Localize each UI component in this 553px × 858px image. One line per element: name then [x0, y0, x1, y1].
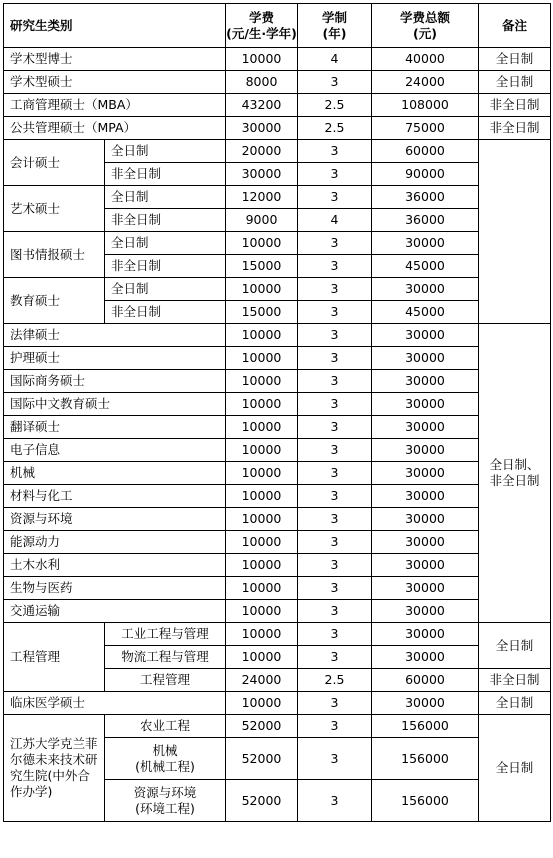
fee-cell: 30000 — [226, 117, 298, 140]
fee-cell: 15000 — [226, 255, 298, 278]
total-cell: 30000 — [372, 508, 479, 531]
total-cell: 36000 — [372, 186, 479, 209]
fee-cell: 10000 — [226, 393, 298, 416]
fee-cell: 10000 — [226, 347, 298, 370]
category-cell: 江苏大学克兰菲尔德未来技术研究生院(中外合作办学) — [4, 715, 105, 822]
total-cell: 30000 — [372, 416, 479, 439]
note-cell: 全日制 — [479, 715, 551, 822]
category-cell: 机械 — [4, 462, 226, 485]
fee-cell: 43200 — [226, 94, 298, 117]
years-cell: 3 — [298, 370, 372, 393]
fee-cell: 10000 — [226, 324, 298, 347]
table-row — [4, 577, 551, 600]
mode-cell: 非全日制 — [105, 163, 226, 186]
category-cell: 临床医学硕士 — [4, 692, 226, 715]
table-row — [4, 715, 551, 738]
years-cell: 3 — [298, 324, 372, 347]
total-cell: 60000 — [372, 140, 479, 163]
fee-cell: 10000 — [226, 485, 298, 508]
fee-cell: 52000 — [226, 780, 298, 822]
years-cell: 3 — [298, 416, 372, 439]
total-cell: 156000 — [372, 715, 479, 738]
fee-cell: 10000 — [226, 462, 298, 485]
years-cell: 3 — [298, 738, 372, 780]
total-cell: 30000 — [372, 554, 479, 577]
fee-cell: 10000 — [226, 577, 298, 600]
category-cell: 工程管理 — [4, 623, 105, 692]
years-cell: 3 — [298, 462, 372, 485]
table-row — [4, 186, 551, 209]
fee-cell: 10000 — [226, 692, 298, 715]
table-row — [4, 117, 551, 140]
subfield-cell: 工业工程与管理 — [105, 623, 226, 646]
subfield-cell: 资源与环境 (环境工程) — [105, 780, 226, 822]
header-years: 学制 (年) — [298, 4, 372, 48]
years-cell: 3 — [298, 347, 372, 370]
table-row — [4, 692, 551, 715]
total-cell: 30000 — [372, 623, 479, 646]
years-cell: 3 — [298, 531, 372, 554]
years-cell: 4 — [298, 209, 372, 232]
years-cell: 3 — [298, 255, 372, 278]
category-cell: 工商管理硕士（MBA） — [4, 94, 226, 117]
mode-cell: 非全日制 — [105, 301, 226, 324]
years-cell: 3 — [298, 715, 372, 738]
years-cell: 2.5 — [298, 669, 372, 692]
years-cell: 3 — [298, 508, 372, 531]
category-cell: 电子信息 — [4, 439, 226, 462]
fee-cell: 10000 — [226, 416, 298, 439]
note-cell: 非全日制 — [479, 117, 551, 140]
years-cell: 2.5 — [298, 117, 372, 140]
table-row — [4, 393, 551, 416]
years-cell: 4 — [298, 48, 372, 71]
years-cell: 3 — [298, 140, 372, 163]
header-total: 学费总额 (元) — [372, 4, 479, 48]
table-row — [4, 485, 551, 508]
table-row — [4, 554, 551, 577]
table-row — [4, 370, 551, 393]
category-cell: 土木水利 — [4, 554, 226, 577]
category-cell: 公共管理硕士（MPA） — [4, 117, 226, 140]
table-row — [4, 462, 551, 485]
subfield-cell: 机械 (机械工程) — [105, 738, 226, 780]
fee-cell: 20000 — [226, 140, 298, 163]
total-cell: 30000 — [372, 393, 479, 416]
mode-cell: 全日制 — [105, 232, 226, 255]
table-row — [4, 531, 551, 554]
years-cell: 3 — [298, 623, 372, 646]
fee-cell: 12000 — [226, 186, 298, 209]
table-row — [4, 94, 551, 117]
category-cell: 教育硕士 — [4, 278, 105, 324]
total-cell: 30000 — [372, 370, 479, 393]
header-fee: 学费 (元/生·学年) — [226, 4, 298, 48]
years-cell: 3 — [298, 163, 372, 186]
header-category: 研究生类别 — [4, 4, 226, 48]
fee-cell: 10000 — [226, 370, 298, 393]
fee-cell: 10000 — [226, 554, 298, 577]
table-row — [4, 48, 551, 71]
fee-cell: 10000 — [226, 531, 298, 554]
fee-cell: 10000 — [226, 508, 298, 531]
table-row — [4, 623, 551, 646]
years-cell: 3 — [298, 780, 372, 822]
years-cell: 3 — [298, 232, 372, 255]
total-cell: 156000 — [372, 780, 479, 822]
years-cell: 3 — [298, 393, 372, 416]
fee-cell: 52000 — [226, 738, 298, 780]
table-row — [4, 347, 551, 370]
total-cell: 156000 — [372, 738, 479, 780]
mode-cell: 全日制 — [105, 140, 226, 163]
category-cell: 资源与环境 — [4, 508, 226, 531]
subfield-cell: 农业工程 — [105, 715, 226, 738]
total-cell: 40000 — [372, 48, 479, 71]
table-row — [4, 71, 551, 94]
header-note: 备注 — [479, 4, 551, 48]
mode-cell: 全日制 — [105, 186, 226, 209]
total-cell: 30000 — [372, 232, 479, 255]
years-cell: 3 — [298, 485, 372, 508]
total-cell: 24000 — [372, 71, 479, 94]
table-row — [4, 232, 551, 255]
fee-cell: 52000 — [226, 715, 298, 738]
note-cell: 非全日制 — [479, 669, 551, 692]
note-cell-empty — [479, 140, 551, 324]
fee-cell: 10000 — [226, 439, 298, 462]
total-cell: 30000 — [372, 462, 479, 485]
fee-cell: 10000 — [226, 646, 298, 669]
category-cell: 学术型博士 — [4, 48, 226, 71]
years-cell: 2.5 — [298, 94, 372, 117]
years-cell: 3 — [298, 577, 372, 600]
total-cell: 60000 — [372, 669, 479, 692]
fee-cell: 24000 — [226, 669, 298, 692]
fee-cell: 10000 — [226, 48, 298, 71]
table-row — [4, 416, 551, 439]
category-cell: 法律硕士 — [4, 324, 226, 347]
table-row — [4, 278, 551, 301]
category-cell: 生物与医药 — [4, 577, 226, 600]
total-cell: 36000 — [372, 209, 479, 232]
table-row — [4, 600, 551, 623]
total-cell: 45000 — [372, 301, 479, 324]
fee-cell: 9000 — [226, 209, 298, 232]
table-row — [4, 140, 551, 163]
note-cell: 全日制 — [479, 623, 551, 669]
category-cell: 会计硕士 — [4, 140, 105, 186]
years-cell: 3 — [298, 439, 372, 462]
total-cell: 75000 — [372, 117, 479, 140]
table-row — [4, 324, 551, 347]
fee-cell: 10000 — [226, 278, 298, 301]
fee-cell: 10000 — [226, 600, 298, 623]
years-cell: 3 — [298, 692, 372, 715]
note-cell: 全日制 — [479, 692, 551, 715]
table-row — [4, 439, 551, 462]
note-cell: 非全日制 — [479, 94, 551, 117]
note-cell: 全日制、 非全日制 — [479, 324, 551, 623]
subfield-cell: 物流工程与管理 — [105, 646, 226, 669]
years-cell: 3 — [298, 554, 372, 577]
category-cell: 护理硕士 — [4, 347, 226, 370]
total-cell: 30000 — [372, 324, 479, 347]
total-cell: 30000 — [372, 692, 479, 715]
category-cell: 学术型硕士 — [4, 71, 226, 94]
mode-cell: 全日制 — [105, 278, 226, 301]
category-cell: 能源动力 — [4, 531, 226, 554]
years-cell: 3 — [298, 278, 372, 301]
note-cell: 全日制 — [479, 71, 551, 94]
note-cell: 全日制 — [479, 48, 551, 71]
fee-cell: 10000 — [226, 232, 298, 255]
category-cell: 材料与化工 — [4, 485, 226, 508]
total-cell: 108000 — [372, 94, 479, 117]
years-cell: 3 — [298, 186, 372, 209]
total-cell: 30000 — [372, 278, 479, 301]
category-cell: 国际商务硕士 — [4, 370, 226, 393]
years-cell: 3 — [298, 71, 372, 94]
tuition-table — [3, 3, 551, 822]
total-cell: 90000 — [372, 163, 479, 186]
header-row — [4, 4, 551, 48]
subfield-cell: 工程管理 — [105, 669, 226, 692]
category-cell: 艺术硕士 — [4, 186, 105, 232]
mode-cell: 非全日制 — [105, 255, 226, 278]
mode-cell: 非全日制 — [105, 209, 226, 232]
total-cell: 30000 — [372, 577, 479, 600]
category-cell: 国际中文教育硕士 — [4, 393, 226, 416]
years-cell: 3 — [298, 301, 372, 324]
fee-cell: 8000 — [226, 71, 298, 94]
total-cell: 45000 — [372, 255, 479, 278]
total-cell: 30000 — [372, 600, 479, 623]
category-cell: 图书情报硕士 — [4, 232, 105, 278]
fee-cell: 15000 — [226, 301, 298, 324]
total-cell: 30000 — [372, 439, 479, 462]
fee-cell: 10000 — [226, 623, 298, 646]
category-cell: 翻译硕士 — [4, 416, 226, 439]
total-cell: 30000 — [372, 646, 479, 669]
fee-cell: 30000 — [226, 163, 298, 186]
years-cell: 3 — [298, 646, 372, 669]
table-row — [4, 508, 551, 531]
category-cell: 交通运输 — [4, 600, 226, 623]
total-cell: 30000 — [372, 347, 479, 370]
total-cell: 30000 — [372, 531, 479, 554]
total-cell: 30000 — [372, 485, 479, 508]
years-cell: 3 — [298, 600, 372, 623]
